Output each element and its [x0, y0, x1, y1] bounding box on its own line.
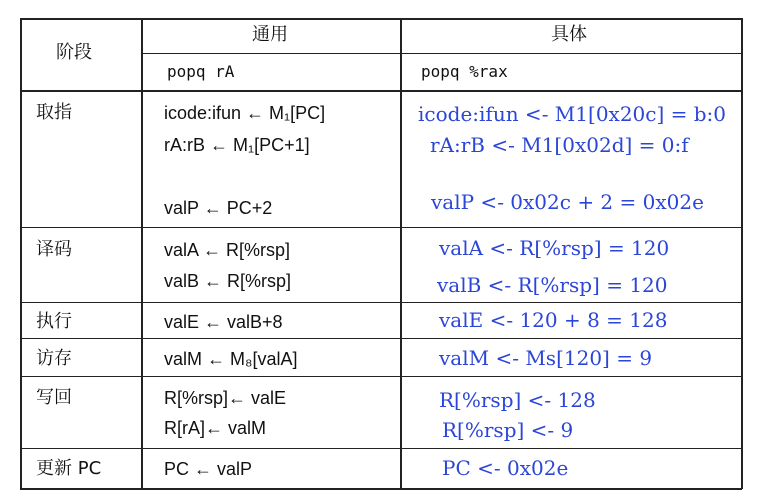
memory-specific-1: valM <- Ms[120] = 9	[439, 346, 653, 370]
row-line-5	[20, 448, 742, 449]
top-border	[20, 18, 742, 20]
stage-update-pc: 更新 PC	[36, 458, 102, 479]
col-divider-2	[400, 18, 402, 489]
stage-column-header: 阶段	[56, 42, 92, 63]
header-mid-line	[142, 53, 742, 54]
decode-general-1: valA ← R[%rsp]	[164, 240, 291, 260]
left-border	[20, 18, 22, 489]
fetch-general-3: valP ← PC+2	[164, 198, 273, 218]
fetch-specific-3: valP <- 0x02c + 2 = 0x02e	[431, 190, 704, 214]
row-line-3	[20, 338, 742, 339]
memory-general-1: valM ← M₈[valA]	[164, 349, 298, 369]
stage-execute: 执行	[36, 311, 72, 332]
writeback-general-1: R[%rsp]← valE	[164, 388, 287, 408]
fetch-specific-2: rA:rB <- M1[0x02d] = 0:f	[430, 133, 689, 157]
writeback-general-2: R[rA]← valM	[164, 418, 267, 438]
stage-writeback: 写回	[36, 387, 72, 408]
writeback-specific-2: R[%rsp] <- 9	[442, 418, 574, 442]
decode-specific-2: valB <- R[%rsp] = 120	[437, 273, 668, 297]
decode-specific-1: valA <- R[%rsp] = 120	[439, 236, 670, 260]
right-border	[741, 18, 743, 489]
update-pc-specific-1: PC <- 0x02e	[442, 456, 569, 480]
stage-decode: 译码	[36, 239, 72, 260]
fetch-general-1: icode:ifun ← M₁[PC]	[164, 103, 326, 123]
general-column-header: 通用	[252, 24, 288, 45]
specific-instruction: popq %rax	[421, 62, 508, 81]
execute-specific-1: valE <- 120 + 8 = 128	[439, 308, 668, 332]
header-bottom-line	[20, 90, 742, 92]
stage-fetch: 取指	[36, 102, 72, 123]
specific-column-header: 具体	[551, 24, 587, 45]
decode-general-2: valB ← R[%rsp]	[164, 271, 292, 291]
writeback-specific-1: R[%rsp] <- 128	[439, 388, 596, 412]
stage-memory: 访存	[36, 348, 72, 369]
row-line-1	[20, 227, 742, 228]
update-pc-general-1: PC ← valP	[164, 459, 253, 479]
row-line-4	[20, 376, 742, 377]
fetch-specific-1: icode:ifun <- M1[0x20c] = b:0	[418, 102, 727, 126]
col-divider-1	[141, 18, 143, 489]
bottom-border	[20, 488, 742, 490]
fetch-general-2: rA:rB ← M₁[PC+1]	[164, 135, 310, 155]
general-instruction: popq rA	[167, 62, 235, 81]
row-line-2	[20, 302, 742, 303]
execute-general-1: valE ← valB+8	[164, 312, 283, 332]
